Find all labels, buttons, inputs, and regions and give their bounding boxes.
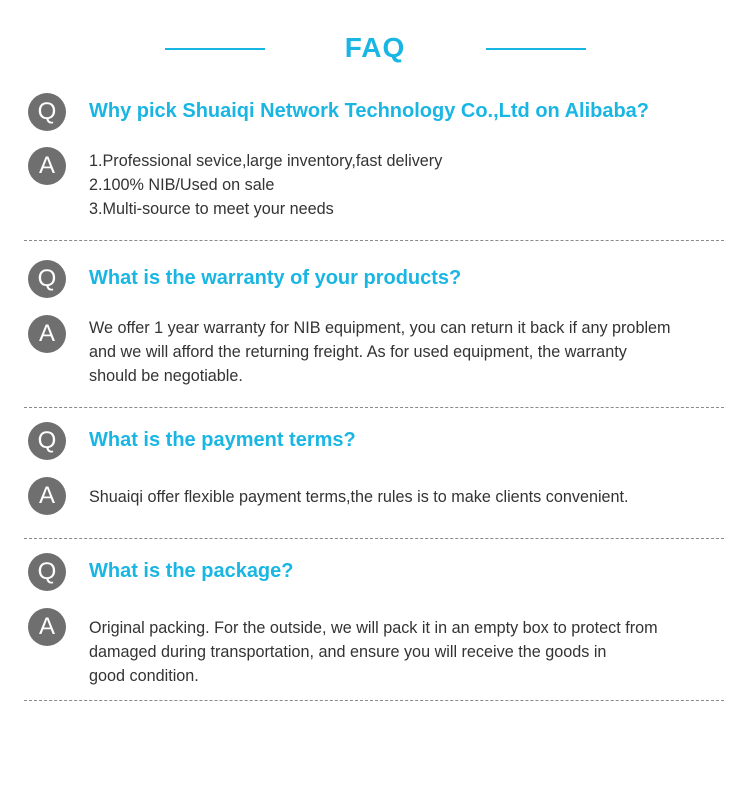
faq-question: What is the package? [89, 560, 294, 582]
answer-badge: A [28, 477, 66, 515]
divider [24, 538, 724, 539]
divider [24, 407, 724, 408]
divider [24, 240, 724, 241]
answer-line: good condition. [89, 667, 199, 685]
answer-line: 2.100% NIB/Used on sale [89, 176, 275, 194]
question-badge: Q [28, 553, 66, 591]
answer-line: We offer 1 year warranty for NIB equipment, you can return it back if any problem [89, 319, 671, 337]
faq-question: What is the payment terms? [89, 429, 356, 451]
title-line-right [486, 48, 586, 50]
answer-line: and we will afford the returning freight. As for used equipment, the warranty [89, 343, 627, 361]
faq-answer [89, 149, 442, 221]
answer-badge: A [28, 608, 66, 646]
faq-question: Why pick Shuaiqi Network Technology Co.,Ltd on Alibaba? [89, 100, 650, 122]
divider [24, 700, 724, 701]
answer-line: 1.Professional sevice,large inventory,fast delivery [89, 152, 443, 170]
question-badge: Q [28, 93, 66, 131]
faq-question: What is the warranty of your products? [89, 267, 462, 289]
answer-line: should be negotiable. [89, 367, 243, 385]
question-badge: Q [28, 260, 66, 298]
answer-line: damaged during transportation, and ensure you will receive the goods in [89, 643, 607, 661]
answer-line: Shuaiqi offer flexible payment terms,the rules is to make clients convenient. [89, 488, 629, 506]
faq-answer [89, 485, 629, 509]
faq-answer [89, 616, 658, 688]
answer-line: Original packing. For the outside, we will pack it in an empty box to protect from [89, 619, 658, 637]
answer-badge: A [28, 315, 66, 353]
answer-line: 3.Multi-source to meet your needs [89, 200, 334, 218]
faq-answer [89, 316, 671, 388]
page-title: FAQ [344, 32, 406, 63]
question-badge: Q [28, 422, 66, 460]
answer-badge: A [28, 147, 66, 185]
